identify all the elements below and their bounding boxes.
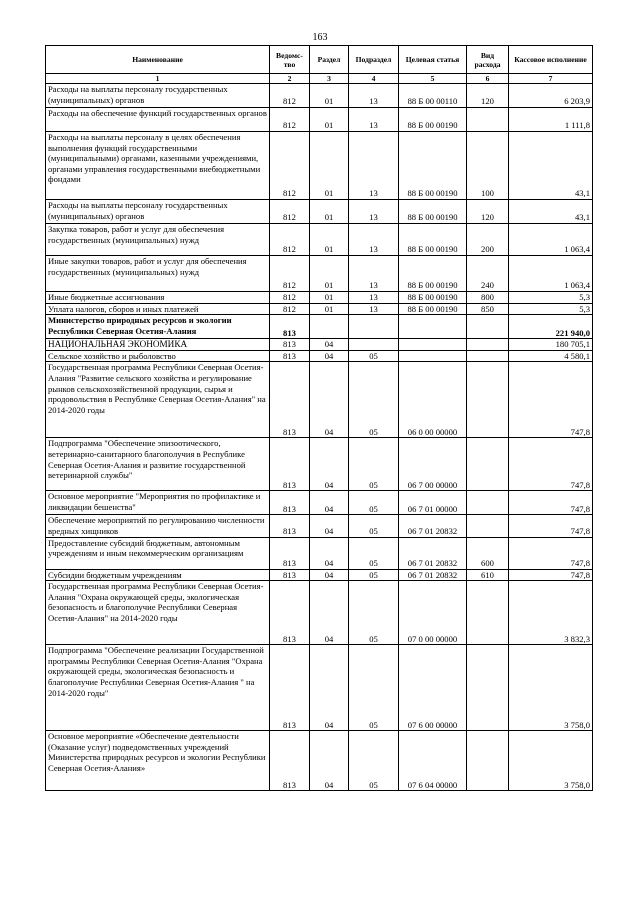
target-cell: 88 Б 00 00110: [399, 84, 467, 108]
kind-cell: [467, 515, 509, 537]
subsection-cell: 05: [349, 438, 399, 491]
amount-cell: 3 832,3: [509, 581, 593, 645]
section-cell: 01: [310, 132, 349, 200]
dept-cell: 813: [270, 731, 310, 791]
name-cell: Иные бюджетные ассигнования: [46, 292, 270, 304]
name-cell: Субсидии бюджетным учреждениям: [46, 569, 270, 581]
table-row: [46, 731, 593, 791]
section-cell: [310, 315, 349, 339]
kind-cell: 800: [467, 292, 509, 304]
table-row: [46, 292, 593, 304]
amount-cell: 6 203,9: [509, 84, 593, 108]
subsection-cell: [349, 339, 399, 351]
dept-cell: 813: [270, 515, 310, 537]
kind-cell: 200: [467, 224, 509, 256]
name-cell: Расходы на обеспечение функций государственных органов: [46, 108, 270, 132]
amount-cell: 3 758,0: [509, 645, 593, 731]
table-row: [46, 438, 593, 491]
kind-cell: [467, 645, 509, 731]
table-row: [46, 256, 593, 292]
amount-cell: 747,8: [509, 362, 593, 438]
name-cell: Сельское хозяйство и рыболовство: [46, 350, 270, 362]
subsection-cell: 13: [349, 132, 399, 200]
table-row: [46, 108, 593, 132]
target-cell: 88 Б 00 00190: [399, 303, 467, 315]
table-row: [46, 84, 593, 108]
amount-cell: 747,8: [509, 515, 593, 537]
col-number: 1: [46, 74, 270, 84]
target-cell: 06 0 00 00000: [399, 362, 467, 438]
subsection-cell: 05: [349, 350, 399, 362]
col-header-amount: Кассовое исполнение: [509, 46, 593, 74]
section-cell: 04: [310, 569, 349, 581]
subsection-cell: 13: [349, 200, 399, 224]
amount-cell: 43,1: [509, 200, 593, 224]
target-cell: 07 6 00 00000: [399, 645, 467, 731]
section-cell: 01: [310, 84, 349, 108]
kind-cell: [467, 350, 509, 362]
name-cell: Государственная программа Республики Северная Осетия-Алания "Охрана окружающей среды, экологическая безопасность и благополучие Республики Северная Осетия-Алания" на 2014-2020 годы: [46, 581, 270, 645]
col-header-dept: Ведомс-тво: [270, 46, 310, 74]
name-cell: Закупка товаров, работ и услуг для обеспечения государственных (муниципальных) нужд: [46, 224, 270, 256]
table-row: [46, 200, 593, 224]
kind-cell: 850: [467, 303, 509, 315]
col-number: 4: [349, 74, 399, 84]
kind-cell: [467, 315, 509, 339]
table-row: [46, 224, 593, 256]
amount-cell: 747,8: [509, 569, 593, 581]
target-cell: 88 Б 00 00190: [399, 132, 467, 200]
col-number: 6: [467, 74, 509, 84]
table-row: [46, 569, 593, 581]
subsection-cell: 05: [349, 491, 399, 515]
amount-cell: 5,3: [509, 303, 593, 315]
name-cell: Предоставление субсидий бюджетным, автономным учреждениям и иным некоммерческим организациям: [46, 537, 270, 569]
dept-cell: 813: [270, 350, 310, 362]
amount-cell: 1 063,4: [509, 224, 593, 256]
name-cell: Основное мероприятие "Мероприятия по профилактике и ликвидации бешенства": [46, 491, 270, 515]
amount-cell: 747,8: [509, 438, 593, 491]
table-row: [46, 645, 593, 731]
dept-cell: 813: [270, 581, 310, 645]
dept-cell: 812: [270, 108, 310, 132]
subsection-cell: 13: [349, 224, 399, 256]
name-cell: Расходы на выплаты персоналу государственных (муниципальных) органов: [46, 200, 270, 224]
header-row: [46, 46, 593, 74]
kind-cell: [467, 731, 509, 791]
dept-cell: 812: [270, 303, 310, 315]
kind-cell: 120: [467, 200, 509, 224]
amount-cell: 747,8: [509, 537, 593, 569]
subsection-cell: 05: [349, 569, 399, 581]
section-cell: 01: [310, 256, 349, 292]
target-cell: 88 Б 00 00190: [399, 108, 467, 132]
subsection-cell: 05: [349, 537, 399, 569]
col-header-subsection: Подраздел: [349, 46, 399, 74]
section-cell: 04: [310, 581, 349, 645]
dept-cell: 813: [270, 537, 310, 569]
name-cell: Обеспечение мероприятий по регулированию численности вредных хищников: [46, 515, 270, 537]
kind-cell: [467, 362, 509, 438]
target-cell: 88 Б 00 00190: [399, 224, 467, 256]
col-header-section: Раздел: [310, 46, 349, 74]
table-row: [46, 537, 593, 569]
dept-cell: 813: [270, 339, 310, 351]
section-cell: 01: [310, 108, 349, 132]
section-cell: 04: [310, 491, 349, 515]
page-number: 163: [312, 32, 328, 43]
subsection-cell: 13: [349, 303, 399, 315]
amount-cell: 747,8: [509, 491, 593, 515]
name-cell: Государственная программа Республики Северная Осетия-Алания "Развитие сельского хозяйства и регулирование рынков сельскохозяйственной продукции, сырья и продовольствия в Республике Северная Осетия-Алания" на 2014-2020 годы: [46, 362, 270, 438]
kind-cell: [467, 491, 509, 515]
dept-cell: 813: [270, 362, 310, 438]
name-cell: Подпрограмма "Обеспечение эпизоотического, ветеринарно-санитарного благополучия в Республике Северная Осетия-Алания и развитие государственной ветеринарной службы": [46, 438, 270, 491]
dept-cell: 812: [270, 292, 310, 304]
section-cell: 04: [310, 362, 349, 438]
dept-cell: 813: [270, 438, 310, 491]
amount-cell: 1 111,8: [509, 108, 593, 132]
dept-cell: 813: [270, 569, 310, 581]
dept-cell: 813: [270, 645, 310, 731]
kind-cell: 240: [467, 256, 509, 292]
table-row: [46, 581, 593, 645]
table-row: [46, 315, 593, 339]
target-cell: 88 Б 00 00190: [399, 292, 467, 304]
name-cell: Министерство природных ресурсов и экологии Республики Северная Осетия-Алания: [46, 315, 270, 339]
section-cell: 04: [310, 731, 349, 791]
target-cell: [399, 339, 467, 351]
section-cell: 04: [310, 350, 349, 362]
amount-cell: 3 758,0: [509, 731, 593, 791]
amount-cell: 180 705,1: [509, 339, 593, 351]
amount-cell: 4 580,1: [509, 350, 593, 362]
col-header-target: Целевая статья: [399, 46, 467, 74]
table-row: [46, 362, 593, 438]
col-number: 5: [399, 74, 467, 84]
target-cell: [399, 350, 467, 362]
subsection-cell: 13: [349, 256, 399, 292]
amount-cell: 5,3: [509, 292, 593, 304]
target-cell: 07 0 00 00000: [399, 581, 467, 645]
col-number: 7: [509, 74, 593, 84]
name-cell: Подпрограмма "Обеспечение реализации Государственной программы Республики Северная Осетия-Алания "Охрана окружающей среды, экологическая безопасность и благополучие Республики Северная Осетия-Алания " на 2014-2020 годы": [46, 645, 270, 731]
dept-cell: 813: [270, 315, 310, 339]
subsection-cell: 13: [349, 292, 399, 304]
subsection-cell: 05: [349, 362, 399, 438]
name-cell: Уплата налогов, сборов и иных платежей: [46, 303, 270, 315]
table-row: [46, 515, 593, 537]
amount-cell: 43,1: [509, 132, 593, 200]
section-cell: 04: [310, 438, 349, 491]
budget-table: [45, 45, 593, 791]
col-header-name: Наименование: [46, 46, 270, 74]
subsection-cell: 13: [349, 108, 399, 132]
col-number: 2: [270, 74, 310, 84]
kind-cell: 600: [467, 537, 509, 569]
amount-cell: 221 940,0: [509, 315, 593, 339]
target-cell: 06 7 01 00000: [399, 491, 467, 515]
kind-cell: 610: [467, 569, 509, 581]
name-cell: Основное мероприятие «Обеспечение деятельности (Оказание услуг) подведомственных учреждений Министерства природных ресурсов и экологии Республики Северная Осетия-Алания»: [46, 731, 270, 791]
subsection-cell: 05: [349, 731, 399, 791]
target-cell: 07 6 04 00000: [399, 731, 467, 791]
table-row: [46, 132, 593, 200]
section-cell: 04: [310, 537, 349, 569]
table-row: [46, 339, 593, 351]
section-cell: 01: [310, 224, 349, 256]
column-number-row: [46, 74, 593, 84]
kind-cell: 100: [467, 132, 509, 200]
target-cell: 06 7 01 20832: [399, 569, 467, 581]
dept-cell: 813: [270, 491, 310, 515]
dept-cell: 812: [270, 200, 310, 224]
table-row: [46, 350, 593, 362]
kind-cell: [467, 108, 509, 132]
section-cell: 01: [310, 303, 349, 315]
name-cell: Иные закупки товаров, работ и услуг для обеспечения государственных (муниципальных) нужд: [46, 256, 270, 292]
col-header-kind: Вид расхода: [467, 46, 509, 74]
table-row: [46, 491, 593, 515]
col-number: 3: [310, 74, 349, 84]
target-cell: 06 7 01 20832: [399, 537, 467, 569]
kind-cell: [467, 581, 509, 645]
name-cell: НАЦИОНАЛЬНАЯ ЭКОНОМИКА: [46, 339, 270, 351]
target-cell: 06 7 00 00000: [399, 438, 467, 491]
name-cell: Расходы на выплаты персоналу государственных (муниципальных) органов: [46, 84, 270, 108]
subsection-cell: 05: [349, 515, 399, 537]
dept-cell: 812: [270, 256, 310, 292]
name-cell: Расходы на выплаты персоналу в целях обеспечения выполнения функций государственными (муниципальными) органами, казенными учреждениями, органами управления государственными внебюджетными фондами: [46, 132, 270, 200]
target-cell: 06 7 01 20832: [399, 515, 467, 537]
target-cell: 88 Б 00 00190: [399, 256, 467, 292]
subsection-cell: 05: [349, 581, 399, 645]
target-cell: 88 Б 00 00190: [399, 200, 467, 224]
table-row: [46, 303, 593, 315]
kind-cell: [467, 438, 509, 491]
section-cell: 04: [310, 515, 349, 537]
dept-cell: 812: [270, 224, 310, 256]
section-cell: 01: [310, 200, 349, 224]
amount-cell: 1 063,4: [509, 256, 593, 292]
kind-cell: [467, 339, 509, 351]
section-cell: 04: [310, 339, 349, 351]
target-cell: [399, 315, 467, 339]
dept-cell: 812: [270, 84, 310, 108]
section-cell: 04: [310, 645, 349, 731]
subsection-cell: 13: [349, 84, 399, 108]
dept-cell: 812: [270, 132, 310, 200]
subsection-cell: [349, 315, 399, 339]
section-cell: 01: [310, 292, 349, 304]
kind-cell: 120: [467, 84, 509, 108]
subsection-cell: 05: [349, 645, 399, 731]
